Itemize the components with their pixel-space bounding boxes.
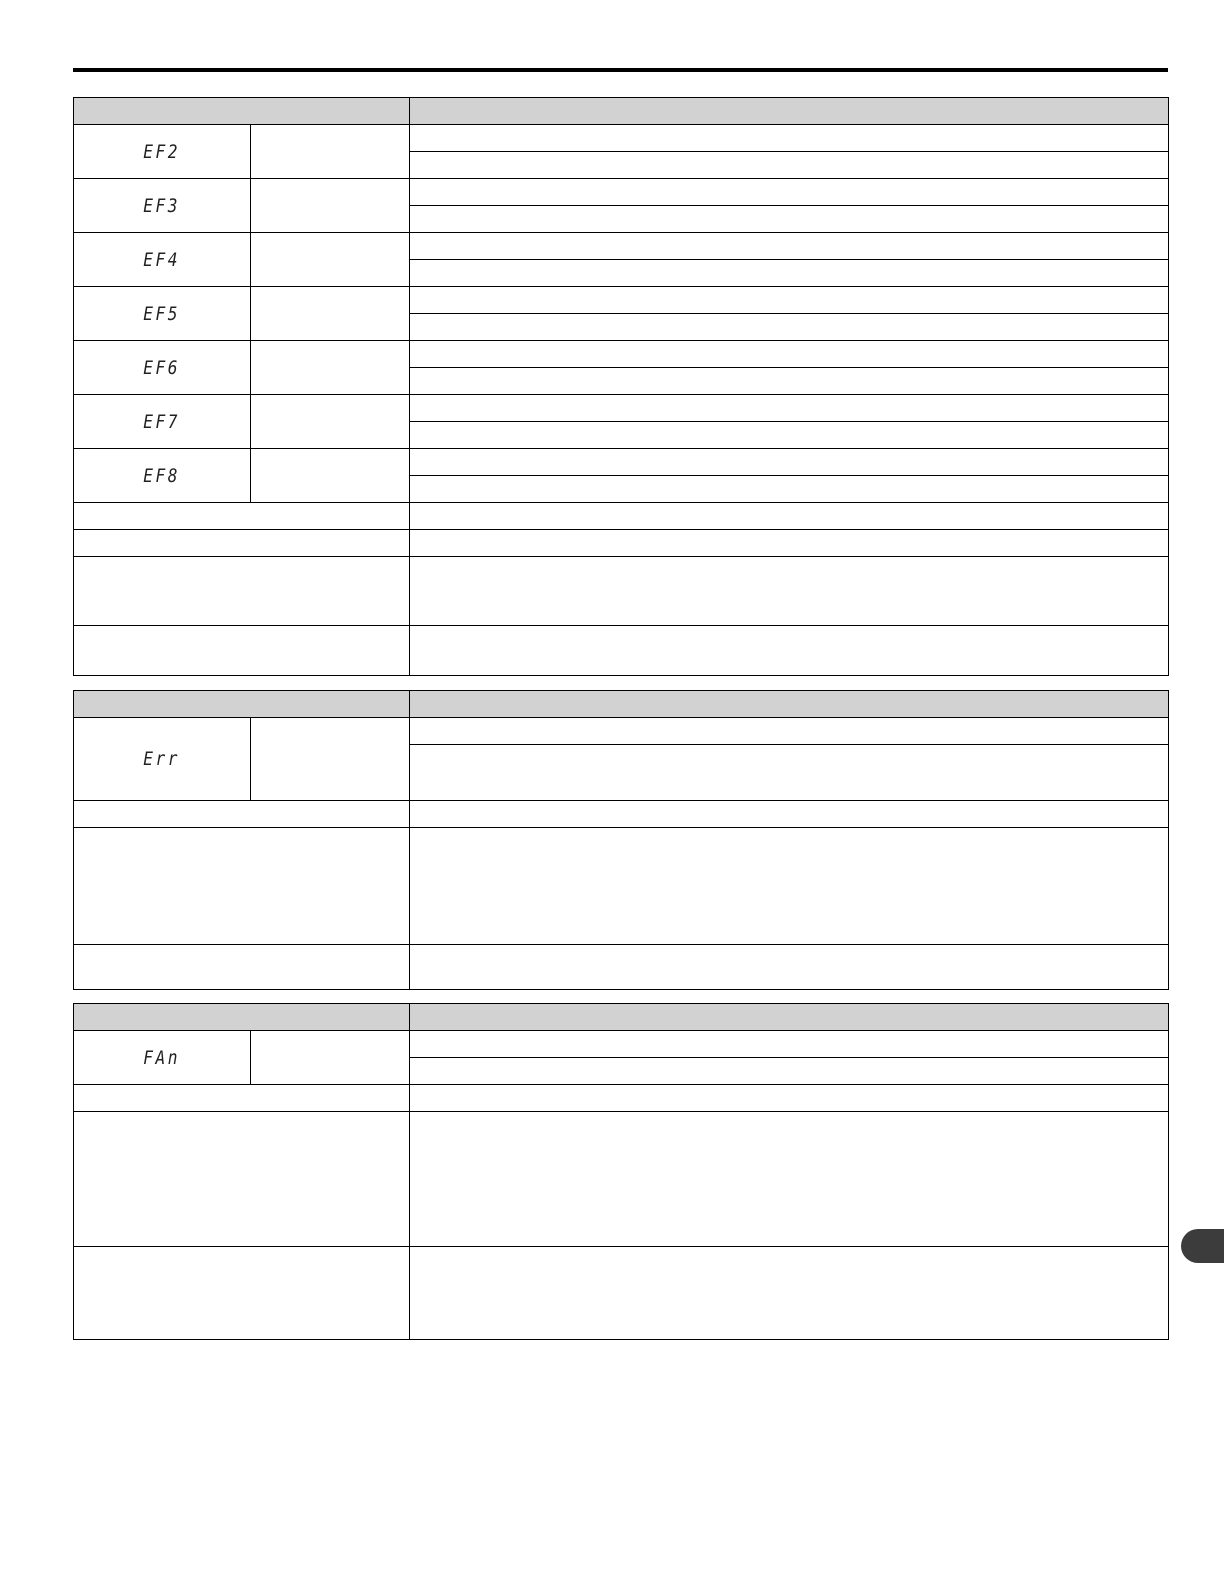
table-header-row [74,691,1169,718]
table-row [74,179,1169,206]
table-row [74,233,1169,260]
table-row [74,395,1169,422]
table-row [74,125,1169,152]
table-row [74,503,1169,530]
fault-code-display: EF8 [143,464,181,487]
table-header-row [74,1004,1169,1031]
table-row [74,828,1169,945]
code-cell [74,287,251,341]
fault-code-display: EF3 [143,194,181,217]
fault-table-err [73,690,1169,990]
fault-code-display: EF4 [143,248,181,271]
table-row [74,1112,1169,1247]
code-cell [74,449,251,503]
table-row [74,626,1169,676]
table-row [74,449,1169,476]
fault-code-display: EF5 [143,302,181,325]
table-row [74,1085,1169,1112]
code-cell [74,125,251,179]
table-row [74,945,1169,990]
table-row [74,1247,1169,1340]
fault-table-fan [73,1003,1169,1340]
fault-code-display: Err [143,748,181,770]
table-row [74,557,1169,626]
table-header-row [74,98,1169,125]
code-cell [74,718,251,801]
code-cell [74,341,251,395]
fault-table-external-faults [73,97,1169,676]
code-cell [74,233,251,287]
chapter-tab-marker [1181,1229,1224,1263]
code-cell [74,395,251,449]
top-rule [73,68,1168,72]
code-cell [74,179,251,233]
fault-code-display: EF2 [143,140,181,163]
fault-code-display: FAn [143,1046,181,1069]
table-row [74,801,1169,828]
table-row [74,530,1169,557]
fault-code-display: EF6 [143,356,181,379]
table-row [74,1031,1169,1058]
code-cell [74,1031,251,1085]
table-row [74,287,1169,314]
table-row [74,341,1169,368]
fault-code-display: EF7 [143,410,181,433]
table-row [74,718,1169,745]
